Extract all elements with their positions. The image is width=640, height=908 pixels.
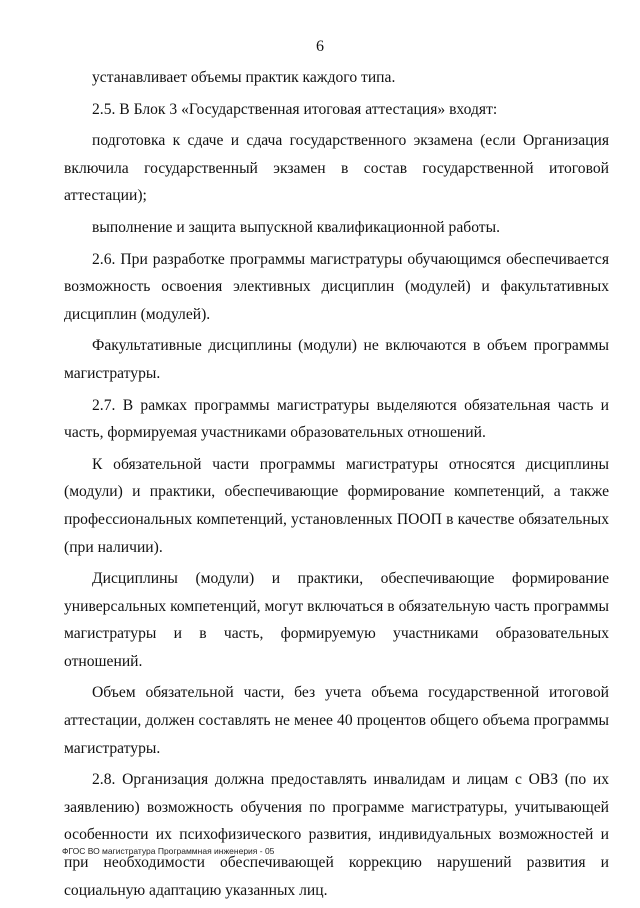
paragraph: 2.7. В рамках программы магистратуры выделяются обязательная часть и часть, формируемая участниками образовательных отношений.	[64, 396, 609, 442]
paragraph: Объем обязательной части, без учета объема государственной итоговой аттестации, должен составлять не менее 40 процентов общего объема программы магистратуры.	[64, 684, 609, 757]
paragraph: 2.6. При разработке программы магистратуры обучающимся обеспечивается возможность освоения элективных дисциплин (модулей) и факультативных дисциплин (модулей).	[64, 250, 609, 323]
paragraph: 2.8. Организация должна предоставлять инвалидам и лицам с ОВЗ (по их заявлению) возможность обучения по программе магистратуры, учитывающей особенности их психофизического развития, индивидуальных возможностей и при необходимости обеспечивающей коррекцию нарушений развития и социальную адаптацию указанных лиц.	[64, 771, 609, 899]
page-footer: ФГОС ВО магистратура Программная инженерия - 05	[62, 846, 275, 856]
paragraph: Факультативные дисциплины (модули) не включаются в объем программы магистратуры.	[64, 337, 609, 382]
paragraph: К обязательной части программы магистратуры относятся дисциплины (модули) и практики, обеспечивающие формирование компетенций, а также профессиональных компетенций, установленных ПООП в качестве обязательных (при наличии).	[64, 455, 609, 556]
paragraph: Дисциплины (модули) и практики, обеспечивающие формирование универсальных компетенций, могут включаться в обязательную часть программы магистратуры и в часть, формируемую участниками образовательных отношений.	[64, 570, 609, 670]
paragraph: устанавливает объемы практик каждого типа.	[92, 69, 396, 86]
paragraph: 2.5. В Блок 3 «Государственная итоговая аттестация» входят:	[92, 100, 498, 118]
paragraph: подготовка к сдаче и сдача государственного экзамена (если Организация включила государственный экзамен в состав государственной итоговой аттестации);	[64, 132, 609, 205]
page-number: 6	[316, 38, 324, 55]
paragraph: выполнение и защита выпускной квалификационной работы.	[92, 218, 500, 236]
document-body	[64, 64, 609, 908]
